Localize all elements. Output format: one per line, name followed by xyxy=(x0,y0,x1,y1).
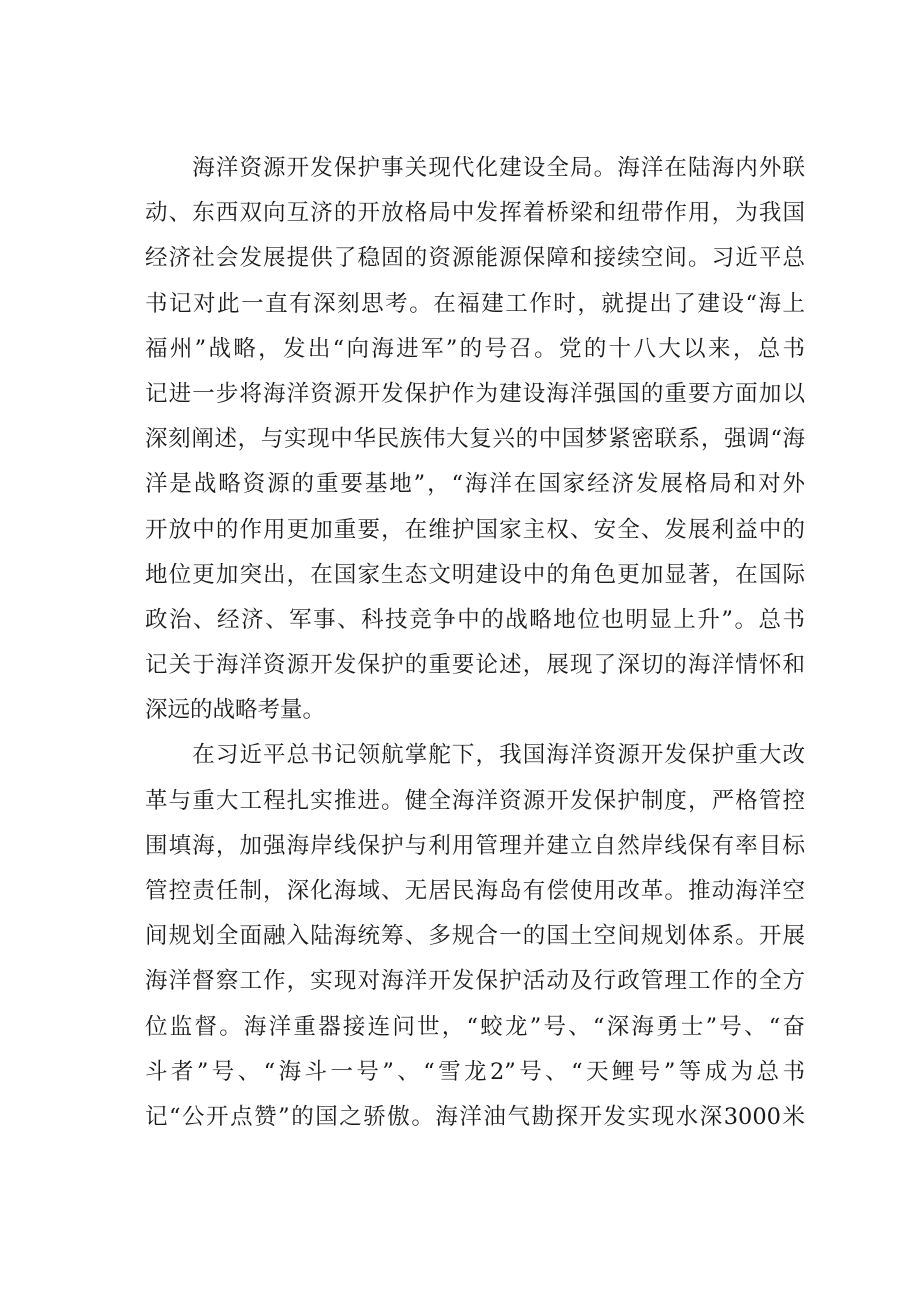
text-line: 政治、经济、军事、科技竞争中的战略地位也明显上升”。总书 xyxy=(145,606,805,633)
text-line: 深刻阐述，与实现中华民族伟大复兴的中国梦紧密联系，强调“海 xyxy=(145,426,805,453)
text-line: 在习近平总书记领航掌舵下，我国海洋资源开发保护重大改 xyxy=(145,742,805,769)
text-line: 斗者”号、“海斗一号”、“雪龙2”号、“天鲤号”等成为总书 xyxy=(145,1058,805,1085)
document-page xyxy=(145,146,805,1140)
text-line: 间规划全面融入陆海统筹、多规合一的国土空间规划体系。开展 xyxy=(145,923,805,950)
text-line: 深远的战略考量。 xyxy=(145,697,326,724)
text-line: 动、东西双向互济的开放格局中发挥着桥梁和纽带作用，为我国 xyxy=(145,200,805,227)
text-line: 管控责任制，深化海域、无居民海岛有偿使用改革。推动海洋空 xyxy=(145,878,805,904)
paragraph-2 xyxy=(145,733,805,1140)
text-line: 地位更加突出，在国家生态文明建设中的角色更加显著，在国际 xyxy=(145,561,805,588)
text-line: 经济社会发展提供了稳固的资源能源保障和接续空间。习近平总 xyxy=(145,245,805,272)
text-line: 福州”战略，发出“向海进军”的号召。党的十八大以来，总书 xyxy=(145,335,805,362)
paragraph-1 xyxy=(145,146,805,733)
text-line: 洋是战略资源的重要基地”，“海洋在国家经济发展格局和对外 xyxy=(145,471,805,498)
text-line: 记关于海洋资源开发保护的重要论述，展现了深切的海洋情怀和 xyxy=(145,652,805,679)
text-line: 记“公开点赞”的国之骄傲。海洋油气勘探开发实现水深3000米 xyxy=(145,1103,805,1130)
text-line: 革与重大工程扎实推进。健全海洋资源开发保护制度，严格管控 xyxy=(145,787,805,814)
text-line: 书记对此一直有深刻思考。在福建工作时，就提出了建设“海上 xyxy=(145,290,805,317)
text-line: 围填海，加强海岸线保护与利用管理并建立自然岸线保有率目标 xyxy=(145,832,805,859)
text-line: 记进一步将海洋资源开发保护作为建设海洋强国的重要方面加以 xyxy=(145,380,805,407)
text-line: 开放中的作用更加重要，在维护国家主权、安全、发展利益中的 xyxy=(145,516,805,543)
text-line: 位监督。海洋重器接连问世，“蛟龙”号、“深海勇士”号、“奋 xyxy=(145,1013,805,1040)
text-line: 海洋督察工作，实现对海洋开发保护活动及行政管理工作的全方 xyxy=(145,968,805,995)
text-line: 海洋资源开发保护事关现代化建设全局。海洋在陆海内外联 xyxy=(145,155,805,181)
